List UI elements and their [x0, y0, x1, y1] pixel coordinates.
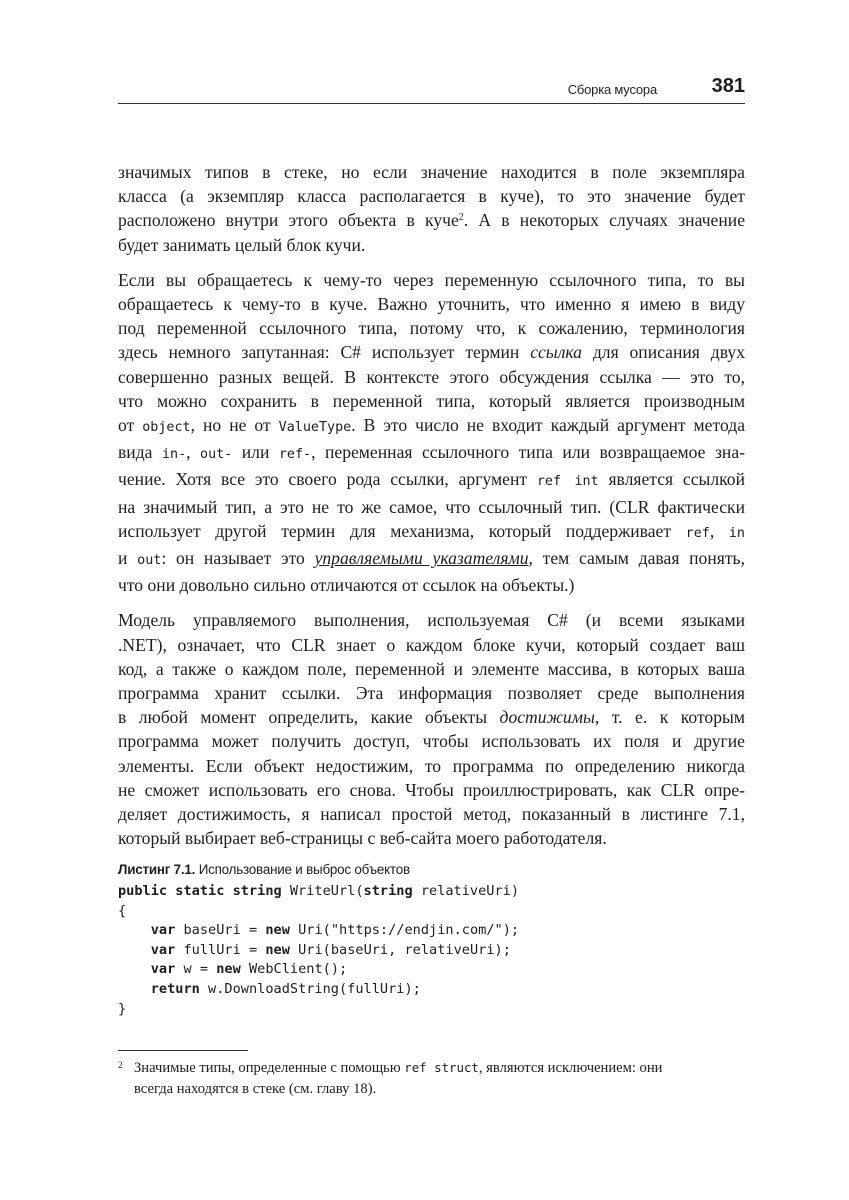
- text-line: от object, но не от ValueType. В это число не входит каждый аргумент метода: [118, 415, 745, 436]
- code-line: {: [118, 902, 127, 919]
- code-line: }: [118, 1000, 127, 1017]
- footnote-text: [134, 1058, 745, 1099]
- text-line: будет занимать целый блок кучи.: [118, 234, 366, 255]
- text-line: значимых типов в стеке, но если значение находится в поле экземпляра: [118, 162, 745, 182]
- text-line: совершенно разных вещей. В контексте этого обсуждения ссылка — это то,: [118, 366, 745, 387]
- inline-code: out: [137, 553, 162, 569]
- page-number: 381: [711, 75, 745, 97]
- text-line: чение. Хотя все это своего рода ссылки, аргумент ref int является ссылкой: [118, 469, 745, 490]
- text-line: что они довольно сильно отличаются от ссылок на объекты.): [118, 575, 575, 596]
- text-line: обращаетесь к чему-то в куче. Важно уточнить, что именно я имею в виду: [118, 294, 745, 315]
- footnote-mark: 2: [118, 1061, 123, 1071]
- code-listing: [118, 862, 745, 1019]
- listing-caption: [118, 862, 745, 877]
- paragraph-2: [118, 268, 745, 598]
- text-line: деляет достижимость, я написал простой метод, показанный в листинге 7.1,: [118, 804, 745, 825]
- text-line: и out: он называет это управляемыми указателями, тем самым давая понять,: [118, 548, 745, 569]
- header-rule: [118, 103, 745, 104]
- footnote: [118, 1058, 745, 1099]
- inline-code: ref struct: [404, 1060, 479, 1075]
- text-line: код, а также о каждом поле, переменной и элементе массива, в которых ваша: [118, 658, 745, 679]
- text-line: на значимый тип, а это не то же самое, что ссылочный тип. (CLR фактически: [118, 496, 745, 517]
- text-line: .NET), означает, что CLR знает о каждом блоке кучи, который создает ваш: [118, 634, 745, 655]
- inline-code: ref-: [278, 447, 312, 463]
- text-line: программа может получить доступ, чтобы использовать их поля и другие: [118, 731, 745, 752]
- paragraph-1: [118, 160, 745, 257]
- body-text: [118, 160, 745, 861]
- text-line: программа хранит ссылки. Эта информация позволяет среде выполнения: [118, 683, 745, 704]
- footnote-rule: [118, 1050, 248, 1051]
- text-line: вида in-, out- или ref-, переменная ссылочного типа или возвращаемое зна-: [118, 442, 745, 463]
- text-line: Модель управляемого выполнения, используемая C# (и всеми языками: [118, 610, 745, 631]
- listing-label: Листинг 7.1.: [118, 862, 196, 877]
- code-line: return w.DownloadString(fullUri);: [150, 980, 421, 997]
- footnote-ref: 2: [458, 212, 464, 224]
- footnote-line: Значимые типы, определенные с помощью ref struct, являются исключением: они: [134, 1060, 663, 1076]
- code-line: var baseUri = new Uri("https://endjin.com/");: [150, 922, 520, 939]
- chapter-title: Сборка мусора: [567, 82, 657, 97]
- inline-code: in-: [161, 447, 187, 463]
- code-line: var w = new WebClient();: [150, 961, 348, 978]
- term-italic: достижимы: [499, 707, 595, 728]
- text-line: элементы. Если объект недостижим, то программа по определению никогда: [118, 755, 745, 776]
- inline-code: ValueType: [278, 420, 352, 436]
- inline-code: object: [142, 420, 191, 436]
- text-line: в любой момент определить, какие объекты достижимы, т. е. к которым: [118, 707, 745, 728]
- text-line: что можно сохранить в переменной типа, который является производным: [118, 390, 745, 411]
- text-line: использует другой термин для механизма, который поддерживает ref, in: [118, 520, 745, 541]
- text-line: который выбирает веб-страницы с веб-сайта моего работодателя.: [118, 828, 607, 849]
- code-line: var fullUri = new Uri(baseUri, relativeUri);: [150, 941, 511, 958]
- code-line: public static string WriteUrl(string relativeUri): [118, 883, 520, 899]
- listing-title: Использование и выброс объектов: [195, 862, 410, 877]
- inline-code: out-: [200, 447, 233, 463]
- paragraph-3: [118, 608, 745, 850]
- inline-code: in: [728, 525, 745, 541]
- code-block: [118, 882, 745, 1019]
- footnote-line: всегда находятся в стеке (см. главу 18).: [134, 1080, 377, 1097]
- inline-code: ref: [685, 525, 710, 541]
- term-italic: управляемыми указателями: [314, 548, 529, 569]
- text-line: расположено внутри этого объекта в куче$^2$. А в некоторых случаях значение: [118, 210, 746, 231]
- text-line: Если вы обращаетесь к чему-то через переменную ссылочного типа, то вы: [118, 269, 745, 290]
- inline-code: ref int: [536, 474, 599, 490]
- text-line: здесь немного запутанная: C# использует термин ссылка для описания двух: [118, 342, 746, 363]
- text-line: не сможет использовать его снова. Чтобы проиллюстрировать, как CLR опре-: [118, 779, 745, 800]
- term-italic: ссылка: [530, 342, 582, 363]
- text-line: класса (а экземпляр класса располагается в куче), то это значение будет: [118, 186, 745, 207]
- running-header: [118, 76, 745, 102]
- text-line: под переменной ссылочного типа, потому что, к сожалению, терминология: [118, 318, 745, 339]
